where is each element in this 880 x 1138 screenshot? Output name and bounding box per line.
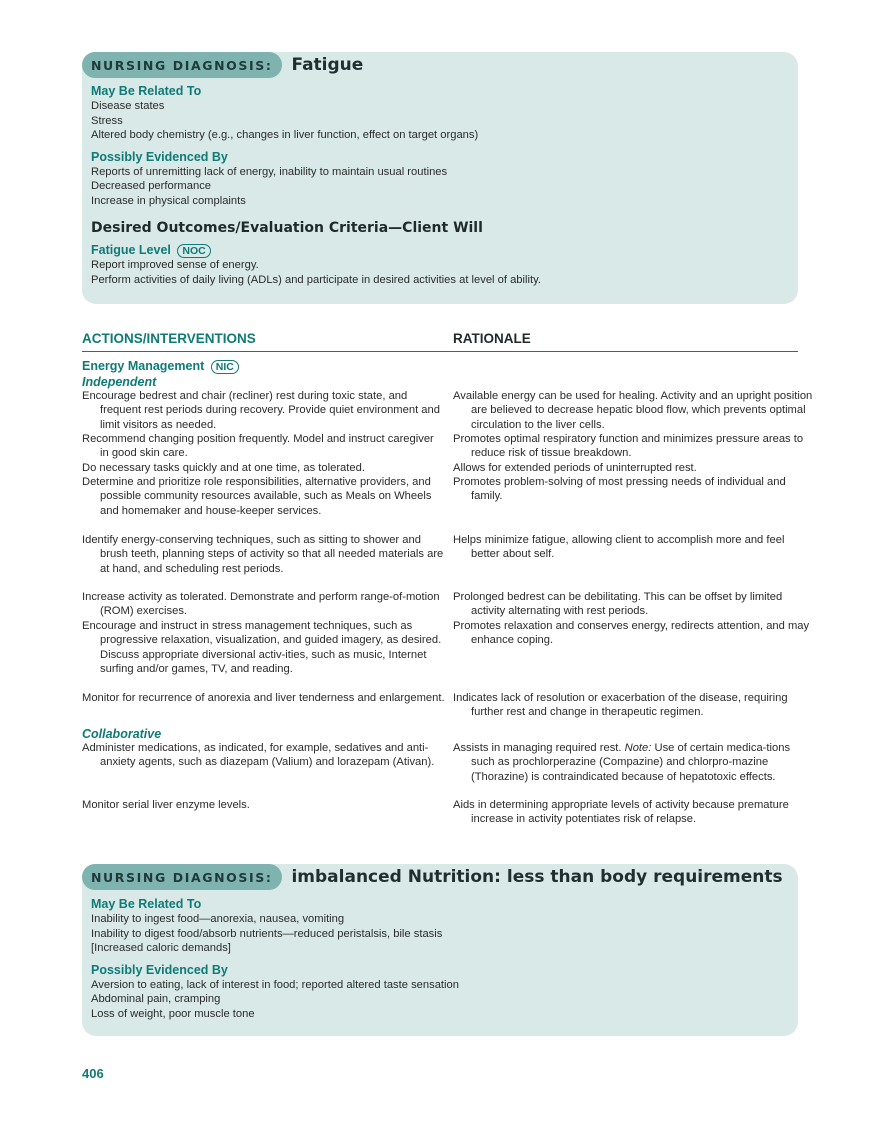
intervention-heading [82,358,798,390]
rationale-text: Aids in determining appropriate levels of activity because premature increase in activity potentiates risk of relapse. [453,799,789,826]
related-item: Disease states [91,100,165,112]
evidenced-item: Aversion to eating, lack of interest in food; reported altered taste sensation [91,978,459,991]
diagnosis-title: imbalanced Nutrition: less than body requirements [291,867,783,887]
action-text: Recommend changing position frequently. Model and instruct caregiver in good skin care. [82,433,434,460]
rationale-text: Allows for extended periods of uninterrupted rest. [453,462,697,474]
action-text: Increase activity as tolerated. Demonstrate and perform range-of-motion (ROM) exercises. [82,591,440,618]
outcome-item: Report improved sense of energy. [91,259,259,271]
diagnosis-box-fatigue [82,52,798,304]
rationale-post: Use of certain medica-tions such as prochlorperazine (Compazine) and chlorpro-mazine (Thorazine) is contraindicated because of hepatotoxic effects. [471,742,791,783]
evidenced-heading: Possibly Evidenced By [91,962,228,977]
outcome-label: Fatigue Level [91,243,171,257]
evidenced-heading: Possibly Evidenced By [91,149,228,164]
action-text: Encourage and instruct in stress management techniques, such as progressive relaxation, visualization, and guided imagery, as desired. Discuss appropriate diversional activ-ities, such as music, Internet surfing and/or games, TV, and reading. [82,620,442,676]
action-text: Administer medications, as indicated, for example, sedatives and anti-anxiety agents, such as diazepam (Valium) and lorazepam (Ativan). [82,742,435,769]
rationale-text: Prolonged bedrest can be debilitating. This can be offset by limited activity alternating with rest periods. [453,591,783,618]
related-item: Stress [91,114,123,127]
intervention-label: Energy Management [82,359,205,373]
page-number: 406 [82,1066,104,1081]
action-text: Determine and prioritize role responsibilities, alternative providers, and possible community resources available, such as Meals on Wheels and homemaker and house-keeper services. [82,476,432,517]
diagnosis-label: NURSING DIAGNOSIS: [82,864,282,890]
related-item: Altered body chemistry (e.g., changes in liver function, effect on target organs) [91,129,479,141]
rationale-text [453,741,816,784]
diagnosis-header [82,52,788,78]
action-text: Monitor for recurrence of anorexia and liver tenderness and enlargement. [82,692,445,704]
related-item: [Increased caloric demands] [91,942,231,954]
rationale-pre: Assists in managing required rest. [453,742,625,754]
independent-heading: Independent [82,375,157,389]
related-heading: May Be Related To [91,897,202,911]
rationale-text: Promotes optimal respiratory function and minimizes pressure areas to reduce risk of tissue breakdown. [453,433,804,460]
column-headers [82,331,798,352]
rationale-text: Promotes relaxation and conserves energy, redirects attention, and may enhance coping. [453,620,810,647]
outcomes-heading: Desired Outcomes/Evaluation Criteria—Client Will [91,220,483,236]
related-item: Inability to ingest food—anorexia, nausea, vomiting [91,913,345,925]
evidenced-item: Abdominal pain, cramping [91,993,221,1005]
related-heading: May Be Related To [91,84,202,98]
diagnosis-header [82,864,788,890]
diagnosis-label: NURSING DIAGNOSIS: [82,52,282,78]
collaborative-heading: Collaborative [82,727,162,741]
evidenced-item: Decreased performance [91,180,212,192]
intervention-label-row [82,358,798,374]
related-item: Inability to digest food/absorb nutrients—reduced peristalsis, bile stasis [91,927,443,940]
rationale-text: Promotes problem-solving of most pressing needs of individual and family. [453,476,786,503]
rationale-column-header: RATIONALE [453,331,531,346]
evidenced-item: Reports of unremitting lack of energy, inability to maintain usual routines [91,165,448,178]
rationale-text: Helps minimize fatigue, allowing client to accomplish more and feel better about self. [453,534,785,561]
action-text: Monitor serial liver enzyme levels. [82,799,250,811]
rationale-text: Indicates lack of resolution or exacerbation of the disease, requiring further rest and change in therapeutic regimen. [453,692,788,719]
actions-column-header: ACTIONS/INTERVENTIONS [82,331,256,346]
outcome-item: Perform activities of daily living (ADLs) and participate in desired activities at level of ability. [91,273,541,286]
rationale-note: Note: [624,742,652,754]
diagnosis-box-nutrition [82,864,798,1036]
noc-tag: NOC [177,244,210,258]
nic-tag: NIC [211,360,239,374]
outcome-label-row [91,243,788,258]
evidenced-item: Loss of weight, poor muscle tone [91,1007,255,1020]
collaborative-heading-wrap [82,726,798,742]
diagnosis-title: Fatigue [291,55,364,75]
action-text: Encourage bedrest and chair (recliner) rest during toxic state, and frequent rest periods during recovery. Provide quiet environment and limit visitors as needed. [82,390,440,431]
action-text: Identify energy-conserving techniques, such as sitting to shower and brush teeth, planning steps of activity so that all needed materials are at hand, and scheduling rest periods. [82,534,444,575]
rationale-text: Available energy can be used for healing. Activity and an upright position are believed to decrease hepatic blood flow, which prevents optimal circulation to the liver cells. [453,390,813,431]
action-text: Do necessary tasks quickly and at one time, as tolerated. [82,462,365,474]
evidenced-item: Increase in physical complaints [91,194,246,207]
